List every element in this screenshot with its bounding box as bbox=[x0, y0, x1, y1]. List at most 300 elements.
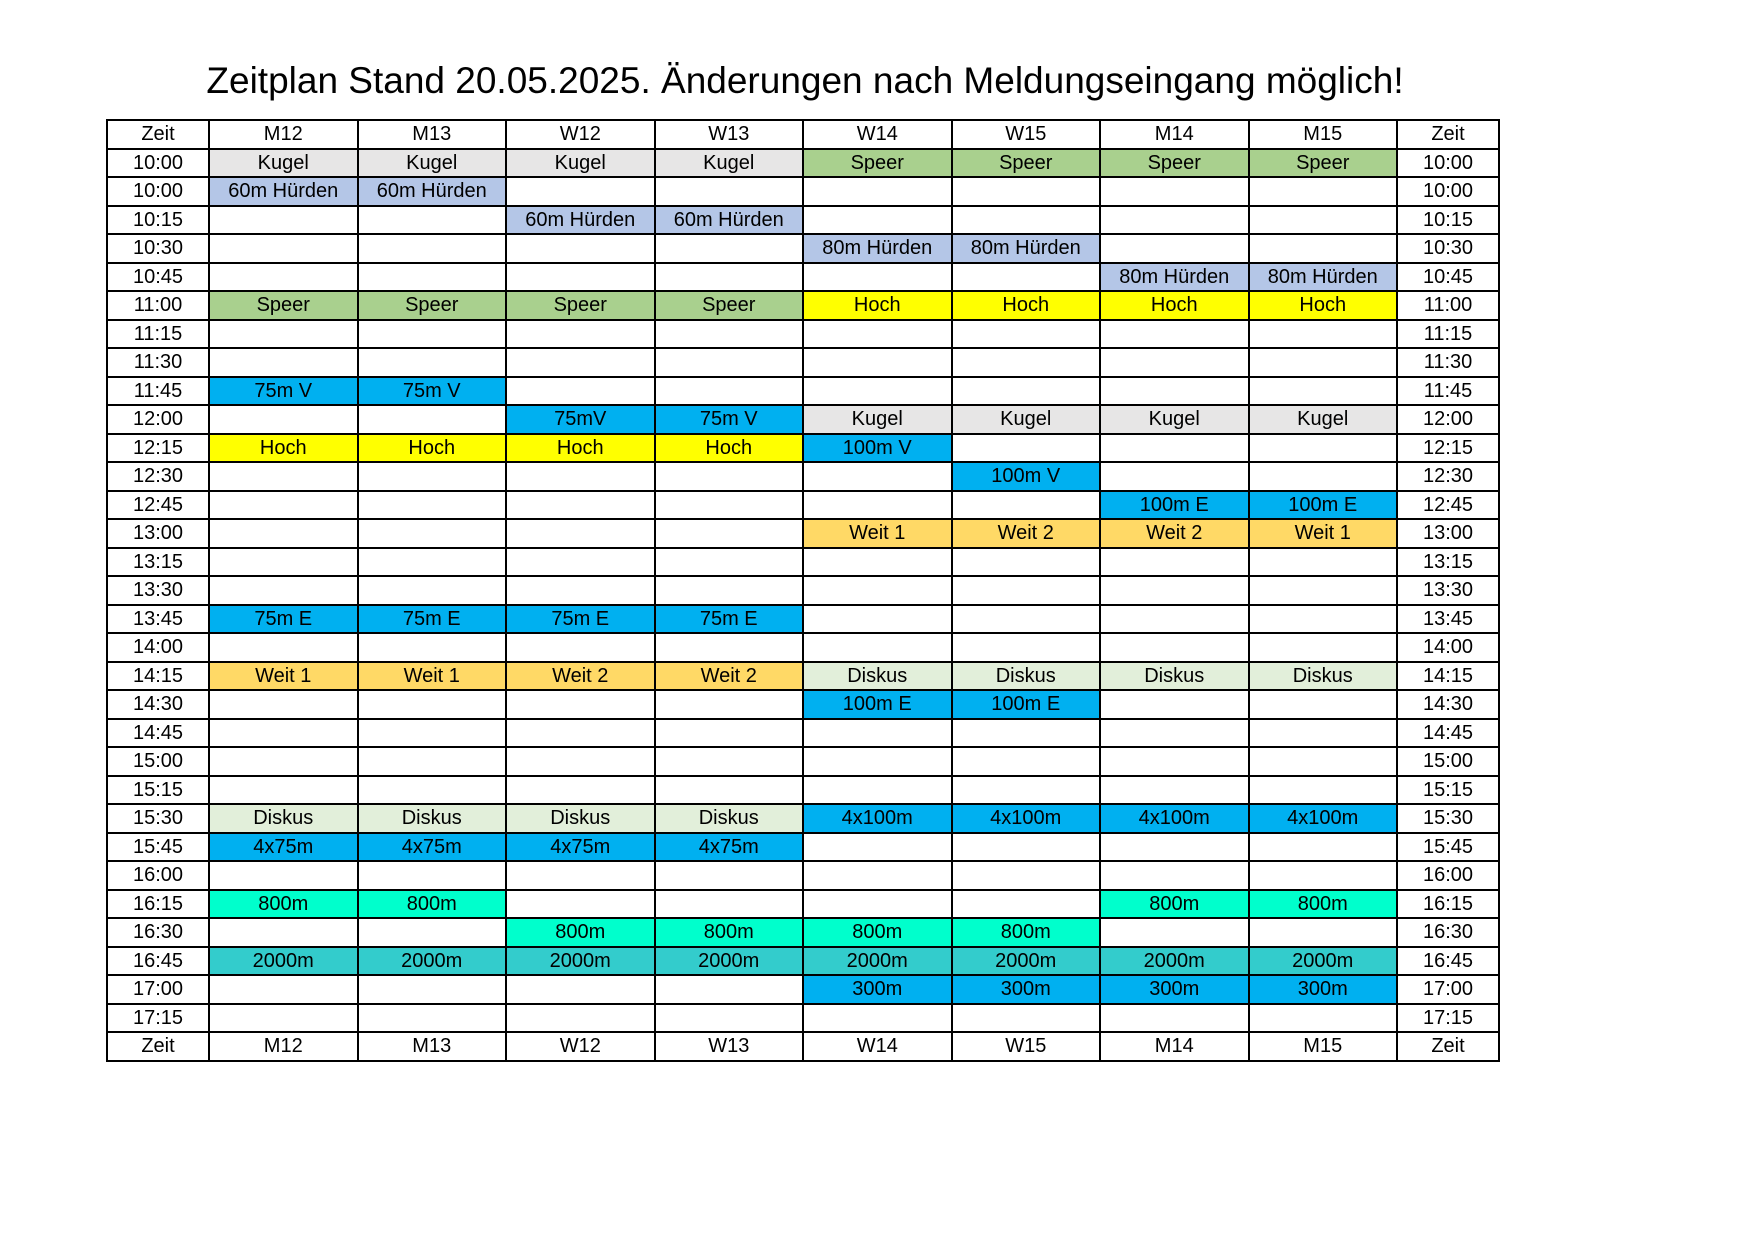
time-cell: 13:15 bbox=[1397, 548, 1499, 577]
table-row bbox=[107, 434, 1499, 463]
event-cell: Speer bbox=[952, 149, 1101, 178]
time-cell: 12:15 bbox=[1397, 434, 1499, 463]
event-cell: Diskus bbox=[655, 804, 804, 833]
time-cell: 14:45 bbox=[107, 719, 209, 748]
event-cell bbox=[655, 462, 804, 491]
event-cell bbox=[209, 348, 358, 377]
event-cell bbox=[506, 263, 655, 292]
time-cell: 14:45 bbox=[1397, 719, 1499, 748]
time-cell: 11:45 bbox=[107, 377, 209, 406]
event-cell bbox=[506, 348, 655, 377]
event-cell: 75m V bbox=[358, 377, 507, 406]
event-cell: Hoch bbox=[655, 434, 804, 463]
time-cell: 11:00 bbox=[1397, 291, 1499, 320]
event-cell: 4x100m bbox=[1249, 804, 1398, 833]
column-footer: M13 bbox=[358, 1032, 507, 1061]
time-cell: 12:45 bbox=[107, 491, 209, 520]
event-cell bbox=[1249, 776, 1398, 805]
event-cell bbox=[209, 405, 358, 434]
event-cell: 80m Hürden bbox=[1249, 263, 1398, 292]
event-cell bbox=[358, 576, 507, 605]
time-cell: 11:15 bbox=[107, 320, 209, 349]
event-cell: 2000m bbox=[506, 947, 655, 976]
event-cell bbox=[952, 377, 1101, 406]
event-cell: Diskus bbox=[1100, 662, 1249, 691]
event-cell bbox=[358, 548, 507, 577]
table-row bbox=[107, 633, 1499, 662]
time-cell: 13:30 bbox=[107, 576, 209, 605]
event-cell bbox=[506, 548, 655, 577]
event-cell bbox=[1100, 833, 1249, 862]
time-cell: 17:00 bbox=[1397, 975, 1499, 1004]
event-cell bbox=[1249, 690, 1398, 719]
table-row bbox=[107, 662, 1499, 691]
event-cell bbox=[952, 747, 1101, 776]
time-cell: 10:00 bbox=[1397, 177, 1499, 206]
table-row bbox=[107, 548, 1499, 577]
event-cell bbox=[803, 719, 952, 748]
column-footer: W15 bbox=[952, 1032, 1101, 1061]
column-header: W14 bbox=[803, 120, 952, 149]
event-cell: 60m Hürden bbox=[358, 177, 507, 206]
event-cell: 80m Hürden bbox=[803, 234, 952, 263]
time-cell: 10:15 bbox=[107, 206, 209, 235]
event-cell: 100m E bbox=[803, 690, 952, 719]
event-cell: 300m bbox=[803, 975, 952, 1004]
time-cell: 10:00 bbox=[1397, 149, 1499, 178]
event-cell: 4x75m bbox=[358, 833, 507, 862]
table-row bbox=[107, 605, 1499, 634]
event-cell bbox=[506, 776, 655, 805]
event-cell bbox=[655, 263, 804, 292]
event-cell: 2000m bbox=[1249, 947, 1398, 976]
event-cell: 800m bbox=[952, 918, 1101, 947]
event-cell bbox=[803, 377, 952, 406]
table-row bbox=[107, 320, 1499, 349]
table-row bbox=[107, 263, 1499, 292]
event-cell bbox=[209, 776, 358, 805]
event-cell: Kugel bbox=[506, 149, 655, 178]
event-cell bbox=[209, 576, 358, 605]
event-cell bbox=[803, 177, 952, 206]
table-row bbox=[107, 890, 1499, 919]
event-cell bbox=[655, 234, 804, 263]
event-cell: 75m V bbox=[209, 377, 358, 406]
event-cell: Diskus bbox=[358, 804, 507, 833]
table-row bbox=[107, 918, 1499, 947]
event-cell bbox=[803, 776, 952, 805]
event-cell: Hoch bbox=[1249, 291, 1398, 320]
time-cell: 14:15 bbox=[1397, 662, 1499, 691]
time-cell: 15:15 bbox=[107, 776, 209, 805]
event-cell bbox=[358, 719, 507, 748]
event-cell: 100m V bbox=[952, 462, 1101, 491]
event-cell: 80m Hürden bbox=[952, 234, 1101, 263]
event-cell bbox=[209, 861, 358, 890]
table-row bbox=[107, 405, 1499, 434]
event-cell: 2000m bbox=[952, 947, 1101, 976]
event-cell bbox=[506, 320, 655, 349]
event-cell bbox=[1100, 605, 1249, 634]
event-cell bbox=[655, 377, 804, 406]
event-cell: 75m E bbox=[358, 605, 507, 634]
event-cell: Speer bbox=[506, 291, 655, 320]
event-cell: Kugel bbox=[209, 149, 358, 178]
event-cell bbox=[209, 263, 358, 292]
time-cell: 14:30 bbox=[107, 690, 209, 719]
event-cell bbox=[803, 633, 952, 662]
column-footer: Zeit bbox=[107, 1032, 209, 1061]
event-cell: 800m bbox=[1249, 890, 1398, 919]
time-cell: 14:15 bbox=[107, 662, 209, 691]
event-cell bbox=[803, 861, 952, 890]
event-cell bbox=[506, 633, 655, 662]
event-cell: Speer bbox=[1249, 149, 1398, 178]
event-cell bbox=[506, 519, 655, 548]
time-cell: 14:30 bbox=[1397, 690, 1499, 719]
event-cell bbox=[803, 747, 952, 776]
event-cell bbox=[952, 548, 1101, 577]
event-cell: 100m E bbox=[1100, 491, 1249, 520]
event-cell bbox=[506, 576, 655, 605]
event-cell bbox=[1249, 548, 1398, 577]
time-cell: 10:30 bbox=[1397, 234, 1499, 263]
event-cell bbox=[655, 890, 804, 919]
event-cell bbox=[952, 348, 1101, 377]
table-row bbox=[107, 234, 1499, 263]
event-cell bbox=[655, 747, 804, 776]
table-row bbox=[107, 861, 1499, 890]
event-cell bbox=[1100, 548, 1249, 577]
time-cell: 15:30 bbox=[1397, 804, 1499, 833]
event-cell bbox=[803, 320, 952, 349]
table-row bbox=[107, 377, 1499, 406]
event-cell bbox=[358, 320, 507, 349]
event-cell bbox=[803, 833, 952, 862]
event-cell bbox=[506, 1004, 655, 1033]
event-cell: 2000m bbox=[655, 947, 804, 976]
event-cell: Kugel bbox=[1100, 405, 1249, 434]
time-cell: 11:30 bbox=[107, 348, 209, 377]
event-cell bbox=[952, 633, 1101, 662]
column-header: W12 bbox=[506, 120, 655, 149]
event-cell bbox=[803, 462, 952, 491]
event-cell bbox=[952, 177, 1101, 206]
event-cell: Speer bbox=[209, 291, 358, 320]
time-cell: 13:00 bbox=[1397, 519, 1499, 548]
event-cell: 300m bbox=[1100, 975, 1249, 1004]
event-cell bbox=[1249, 377, 1398, 406]
table-row bbox=[107, 348, 1499, 377]
table-row bbox=[107, 804, 1499, 833]
event-cell bbox=[655, 519, 804, 548]
column-header: M12 bbox=[209, 120, 358, 149]
event-cell bbox=[209, 1004, 358, 1033]
event-cell bbox=[1249, 576, 1398, 605]
event-cell: Diskus bbox=[1249, 662, 1398, 691]
event-cell: Speer bbox=[803, 149, 952, 178]
column-footer: W14 bbox=[803, 1032, 952, 1061]
time-cell: 13:15 bbox=[107, 548, 209, 577]
event-cell: 800m bbox=[803, 918, 952, 947]
event-cell bbox=[209, 548, 358, 577]
time-cell: 11:45 bbox=[1397, 377, 1499, 406]
event-cell bbox=[952, 576, 1101, 605]
event-cell bbox=[655, 776, 804, 805]
event-cell: 80m Hürden bbox=[1100, 263, 1249, 292]
event-cell bbox=[506, 890, 655, 919]
event-cell bbox=[506, 690, 655, 719]
event-cell bbox=[209, 206, 358, 235]
event-cell: 4x75m bbox=[209, 833, 358, 862]
event-cell bbox=[655, 1004, 804, 1033]
event-cell bbox=[803, 491, 952, 520]
event-cell bbox=[358, 633, 507, 662]
column-footer: M12 bbox=[209, 1032, 358, 1061]
table-row bbox=[107, 206, 1499, 235]
event-cell: Diskus bbox=[803, 662, 952, 691]
event-cell bbox=[1100, 206, 1249, 235]
event-cell bbox=[952, 206, 1101, 235]
time-cell: 13:45 bbox=[1397, 605, 1499, 634]
event-cell bbox=[358, 690, 507, 719]
event-cell bbox=[1249, 434, 1398, 463]
event-cell bbox=[506, 177, 655, 206]
event-cell: Kugel bbox=[803, 405, 952, 434]
table-row bbox=[107, 747, 1499, 776]
event-cell: 100m E bbox=[952, 690, 1101, 719]
event-cell bbox=[803, 605, 952, 634]
event-cell bbox=[506, 861, 655, 890]
event-cell bbox=[506, 747, 655, 776]
event-cell bbox=[209, 234, 358, 263]
event-cell bbox=[1249, 234, 1398, 263]
event-cell bbox=[655, 348, 804, 377]
time-cell: 10:15 bbox=[1397, 206, 1499, 235]
event-cell bbox=[1249, 206, 1398, 235]
event-cell bbox=[655, 861, 804, 890]
event-cell bbox=[655, 690, 804, 719]
event-cell bbox=[209, 719, 358, 748]
event-cell bbox=[952, 1004, 1101, 1033]
footer-row bbox=[107, 1032, 1499, 1061]
event-cell: Kugel bbox=[358, 149, 507, 178]
event-cell: 60m Hürden bbox=[209, 177, 358, 206]
event-cell bbox=[1249, 918, 1398, 947]
event-cell bbox=[358, 206, 507, 235]
event-cell bbox=[1249, 633, 1398, 662]
event-cell bbox=[209, 918, 358, 947]
event-cell: 2000m bbox=[803, 947, 952, 976]
event-cell bbox=[655, 491, 804, 520]
table-row bbox=[107, 947, 1499, 976]
event-cell: Weit 1 bbox=[358, 662, 507, 691]
event-cell: 75m E bbox=[209, 605, 358, 634]
table-row bbox=[107, 1004, 1499, 1033]
event-cell bbox=[655, 548, 804, 577]
event-cell: Hoch bbox=[506, 434, 655, 463]
event-cell: 75m E bbox=[506, 605, 655, 634]
event-cell bbox=[358, 1004, 507, 1033]
header-row bbox=[107, 120, 1499, 149]
event-cell bbox=[209, 690, 358, 719]
time-cell: 16:30 bbox=[107, 918, 209, 947]
event-cell bbox=[952, 890, 1101, 919]
event-cell: 800m bbox=[1100, 890, 1249, 919]
time-cell: 10:30 bbox=[107, 234, 209, 263]
time-cell: 16:45 bbox=[1397, 947, 1499, 976]
event-cell: Weit 2 bbox=[1100, 519, 1249, 548]
column-footer: Zeit bbox=[1397, 1032, 1499, 1061]
event-cell bbox=[1100, 719, 1249, 748]
time-cell: 12:30 bbox=[1397, 462, 1499, 491]
event-cell bbox=[952, 263, 1101, 292]
event-cell bbox=[1100, 434, 1249, 463]
event-cell: 4x100m bbox=[803, 804, 952, 833]
column-header: Zeit bbox=[107, 120, 209, 149]
event-cell: 75m E bbox=[655, 605, 804, 634]
event-cell bbox=[1249, 177, 1398, 206]
event-cell bbox=[952, 861, 1101, 890]
table-row bbox=[107, 975, 1499, 1004]
time-cell: 14:00 bbox=[107, 633, 209, 662]
table-row bbox=[107, 776, 1499, 805]
column-footer: W12 bbox=[506, 1032, 655, 1061]
event-cell bbox=[952, 434, 1101, 463]
event-cell: Hoch bbox=[358, 434, 507, 463]
event-cell bbox=[358, 263, 507, 292]
table-row bbox=[107, 462, 1499, 491]
event-cell bbox=[1249, 861, 1398, 890]
event-cell bbox=[1249, 462, 1398, 491]
event-cell: Kugel bbox=[655, 149, 804, 178]
event-cell bbox=[358, 918, 507, 947]
table-row bbox=[107, 491, 1499, 520]
event-cell bbox=[506, 377, 655, 406]
event-cell: 75m V bbox=[655, 405, 804, 434]
time-cell: 11:00 bbox=[107, 291, 209, 320]
event-cell: Hoch bbox=[209, 434, 358, 463]
event-cell: 800m bbox=[209, 890, 358, 919]
event-cell bbox=[209, 519, 358, 548]
event-cell: 4x75m bbox=[655, 833, 804, 862]
event-cell bbox=[1100, 234, 1249, 263]
column-header: Zeit bbox=[1397, 120, 1499, 149]
event-cell: Kugel bbox=[1249, 405, 1398, 434]
event-cell bbox=[358, 861, 507, 890]
time-cell: 12:45 bbox=[1397, 491, 1499, 520]
event-cell: Hoch bbox=[1100, 291, 1249, 320]
event-cell bbox=[1249, 1004, 1398, 1033]
event-cell bbox=[358, 975, 507, 1004]
event-cell bbox=[1100, 348, 1249, 377]
time-cell: 15:15 bbox=[1397, 776, 1499, 805]
event-cell bbox=[655, 177, 804, 206]
table-row bbox=[107, 149, 1499, 178]
event-cell: Speer bbox=[358, 291, 507, 320]
event-cell: Hoch bbox=[952, 291, 1101, 320]
event-cell bbox=[1100, 377, 1249, 406]
time-cell: 12:00 bbox=[107, 405, 209, 434]
event-cell bbox=[506, 462, 655, 491]
time-cell: 10:45 bbox=[107, 263, 209, 292]
time-cell: 17:15 bbox=[1397, 1004, 1499, 1033]
event-cell bbox=[1100, 1004, 1249, 1033]
event-cell bbox=[358, 747, 507, 776]
table-row bbox=[107, 833, 1499, 862]
event-cell bbox=[952, 491, 1101, 520]
column-footer: M15 bbox=[1249, 1032, 1398, 1061]
event-cell bbox=[1249, 719, 1398, 748]
event-cell: 300m bbox=[952, 975, 1101, 1004]
time-cell: 17:00 bbox=[107, 975, 209, 1004]
event-cell bbox=[1249, 605, 1398, 634]
event-cell bbox=[506, 975, 655, 1004]
event-cell: Weit 2 bbox=[506, 662, 655, 691]
event-cell bbox=[358, 776, 507, 805]
event-cell bbox=[209, 633, 358, 662]
event-cell bbox=[1100, 861, 1249, 890]
table-row bbox=[107, 690, 1499, 719]
time-cell: 13:30 bbox=[1397, 576, 1499, 605]
event-cell bbox=[952, 719, 1101, 748]
event-cell bbox=[952, 776, 1101, 805]
event-cell bbox=[803, 263, 952, 292]
time-cell: 10:45 bbox=[1397, 263, 1499, 292]
event-cell: 2000m bbox=[358, 947, 507, 976]
event-cell: 2000m bbox=[1100, 947, 1249, 976]
column-footer: W13 bbox=[655, 1032, 804, 1061]
event-cell: Weit 1 bbox=[209, 662, 358, 691]
event-cell bbox=[803, 576, 952, 605]
time-cell: 11:15 bbox=[1397, 320, 1499, 349]
event-cell bbox=[358, 234, 507, 263]
event-cell bbox=[209, 320, 358, 349]
time-cell: 10:00 bbox=[107, 177, 209, 206]
time-cell: 15:45 bbox=[107, 833, 209, 862]
event-cell: Weit 1 bbox=[803, 519, 952, 548]
time-cell: 12:30 bbox=[107, 462, 209, 491]
event-cell bbox=[1100, 633, 1249, 662]
event-cell bbox=[655, 975, 804, 1004]
event-cell: 800m bbox=[655, 918, 804, 947]
event-cell bbox=[655, 320, 804, 349]
event-cell bbox=[1100, 776, 1249, 805]
column-header: M14 bbox=[1100, 120, 1249, 149]
table-row bbox=[107, 576, 1499, 605]
time-cell: 16:15 bbox=[107, 890, 209, 919]
event-cell bbox=[1100, 690, 1249, 719]
event-cell bbox=[358, 462, 507, 491]
event-cell bbox=[358, 405, 507, 434]
event-cell: Weit 2 bbox=[655, 662, 804, 691]
event-cell bbox=[209, 491, 358, 520]
event-cell bbox=[1249, 833, 1398, 862]
event-cell bbox=[803, 890, 952, 919]
event-cell bbox=[803, 348, 952, 377]
event-cell: 60m Hürden bbox=[655, 206, 804, 235]
column-header: M15 bbox=[1249, 120, 1398, 149]
event-cell bbox=[803, 548, 952, 577]
event-cell bbox=[952, 320, 1101, 349]
schedule-body bbox=[107, 120, 1499, 1061]
event-cell bbox=[1249, 348, 1398, 377]
event-cell: Speer bbox=[655, 291, 804, 320]
event-cell bbox=[655, 576, 804, 605]
event-cell bbox=[1100, 576, 1249, 605]
time-cell: 12:00 bbox=[1397, 405, 1499, 434]
event-cell: 100m E bbox=[1249, 491, 1398, 520]
